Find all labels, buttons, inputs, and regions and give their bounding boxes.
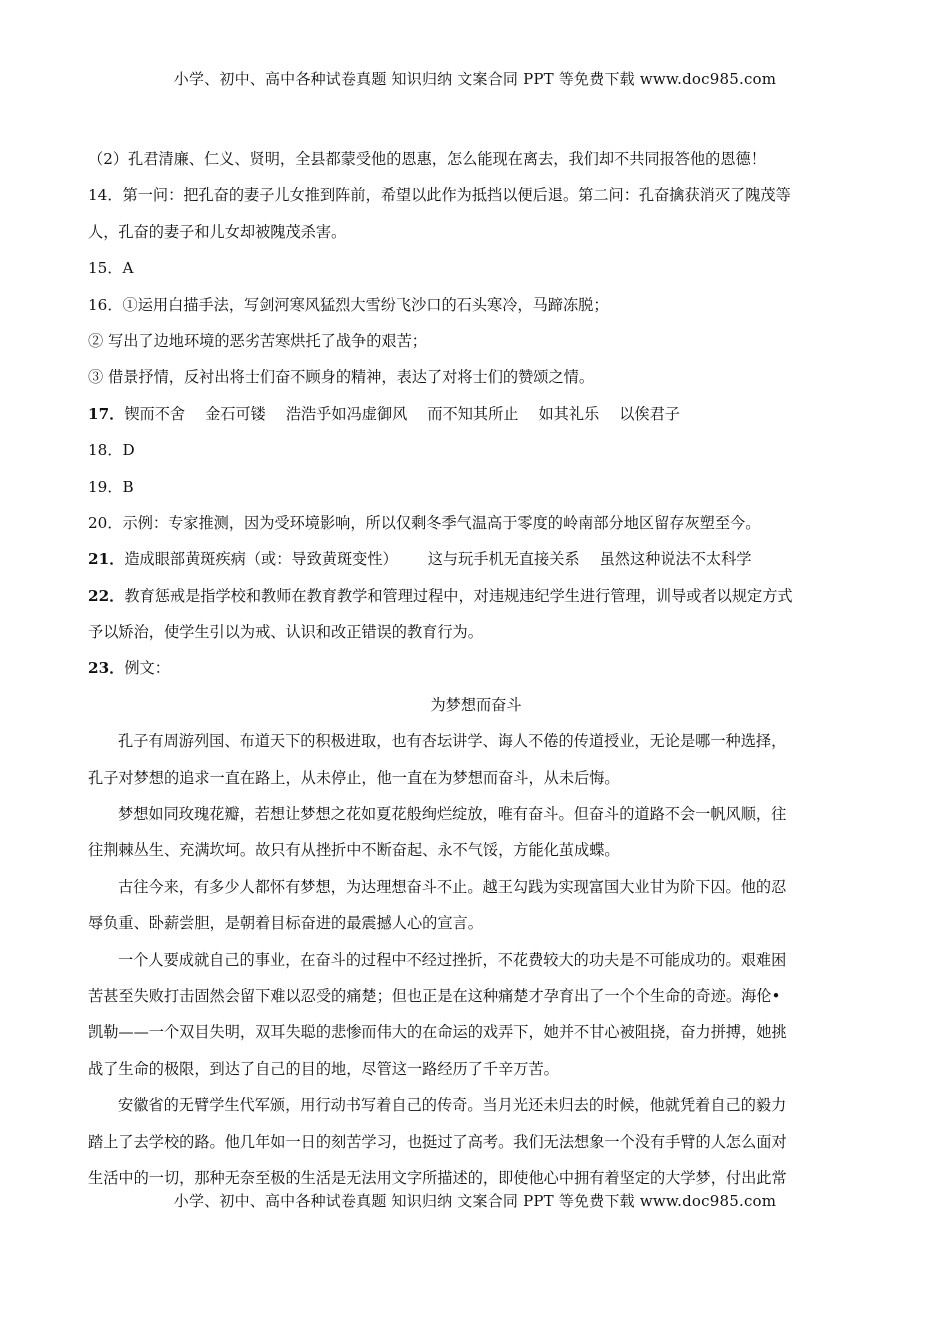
answer-16-line3: ③ 借景抒情，反衬出将士们奋不顾身的精神，表达了对将士们的赞颂之情。 [88,368,595,387]
essay-line: 古往今来，有多少人都怀有梦想，为达理想奋斗不止。越王勾践为实现富国大业甘为阶下囚。他的忍 [118,877,787,896]
answer-17-item: 以俟君子 [619,404,680,423]
answer-15: 15．A [88,259,134,278]
answer-22-number: 22． [88,586,125,605]
answer-19: 19．B [88,477,134,496]
answer-23-number: 23． [88,659,125,678]
answer-17-item: 如其礼乐 [538,404,600,423]
essay-line: 梦想如同玫瑰花瓣，若想让梦想之花如夏花般绚烂绽放，唯有奋斗。但奋斗的道路不会一帆风顺，往 [118,805,787,824]
answer-21-number: 21． [88,550,125,569]
essay-line: 孔子有周游列国、布道天下的积极进取，也有杏坛讲学、诲人不倦的传道授业，无论是哪一种选择， [118,732,787,751]
answer-16-line1 [88,287,864,323]
answer-14-number: 14． [88,186,123,205]
answer-17 [88,396,864,432]
answer-17-number: 17． [88,404,125,423]
answer-17-item: 金石可镂 [205,404,266,423]
answer-21-item: 造成眼部黄斑疾病（或：导致黄斑变性） [124,550,398,569]
answer-22-line2: 予以矫治，使学生引以为戒、认识和改正错误的教育行为。 [88,623,483,642]
answer-21-item: 虽然这种说法不太科学 [599,550,752,569]
answer-13-2: （2）孔君清廉、仁义、贤明，全县都蒙受他的恩惠，怎么能现在离去，我们却不共同报答他的恩德！ [88,150,766,168]
essay-line: 踏上了去学校的路。他几年如一日的刻苦学习，也挺过了高考。我们无法想象一个没有手臂的人怎么面对 [88,1132,787,1151]
answer-17-item: 而不知其所止 [427,404,519,423]
answer-16-number: 16． [88,295,123,314]
answer-17-item: 锲而不舍 [124,404,186,423]
answer-content [88,141,864,1196]
essay-line: 往荆棘丛生、充满坎坷。故只有从挫折中不断奋起、永不气馁，方能化茧成蝶。 [88,841,620,860]
answer-20: 20．示例：专家推测，因为受环境影响，所以仅剩冬季气温高于零度的岭南部分地区留存灰塑至今。 [88,513,761,532]
answer-16-text: ①运用白描手法，写剑河寒风猛烈大雪纷飞沙口的石头寒冷，马蹄冻脱； [122,295,609,314]
answer-21 [88,541,864,577]
page-footer: 小学、初中、高中各种试卷真题 知识归纳 文案合同 PPT 等免费下载 www.doc985.com [173,1192,777,1210]
answer-16-line2: ② 写出了边地环境的恶劣苦寒烘托了战争的艰苦； [88,331,427,350]
answer-14-text: 第一问：把孔奋的妻子儿女推到阵前，希望以此作为抵挡以便后退。第二问：孔奋擒获消灭了隗茂等 [122,186,791,205]
essay-line: 战了生命的极限，到达了自己的目的地，尽管这一路经历了千辛万苦。 [88,1059,559,1078]
answer-14-line2: 人，孔奋的妻子和儿女却被隗茂杀害。 [88,222,347,241]
essay-line: 孔子对梦想的追求一直在路上，从未停止，他一直在为梦想而奋斗，从未后悔。 [88,768,620,787]
answer-21-item: 这与玩手机无直接关系 [427,550,580,569]
essay-title: 为梦想而奋斗 [430,695,522,714]
answer-22-line1 [88,578,864,614]
essay-line: 安徽省的无臂学生代军颁，用行动书写着自己的传奇。当月光还未归去的时候，他就凭着自己的毅力 [118,1096,787,1115]
answer-18: 18．D [88,441,135,460]
answer-14-line1 [88,177,864,213]
essay-line: 辱负重、卧薪尝胆，是朝着目标奋进的最震撼人心的宣言。 [88,914,483,933]
essay-line: 一个人要成就自己的事业，在奋斗的过程中不经过挫折，不花费较大的功夫是不可能成功的。艰难困 [118,950,787,969]
answer-22-text: 教育惩戒是指学校和教师在教育教学和管理过程中，对违规违纪学生进行管理，训导或者以规定方式 [124,586,793,605]
answer-23-label: 例文： [124,659,170,678]
answer-17-item: 浩浩乎如冯虚御风 [285,404,408,423]
answer-23 [88,650,864,686]
essay-line: 凯勒——一个双目失明，双耳失聪的悲惨而伟大的在命运的戏弄下，她并不甘心被阻挠，奋力拼搏，她挑 [88,1023,787,1042]
page-header: 小学、初中、高中各种试卷真题 知识归纳 文案合同 PPT 等免费下载 www.doc985.com [173,70,777,88]
essay-line: 苦甚至失败打击固然会留下难以忍受的痛楚；但也正是在这种痛楚才孕育出了一个个生命的奇迹。海伦• [88,986,781,1005]
essay-line: 生活中的一切，那种无奈至极的生活是无法用文字所描述的，即使他心中拥有着坚定的大学梦，付出此常 [88,1168,787,1187]
